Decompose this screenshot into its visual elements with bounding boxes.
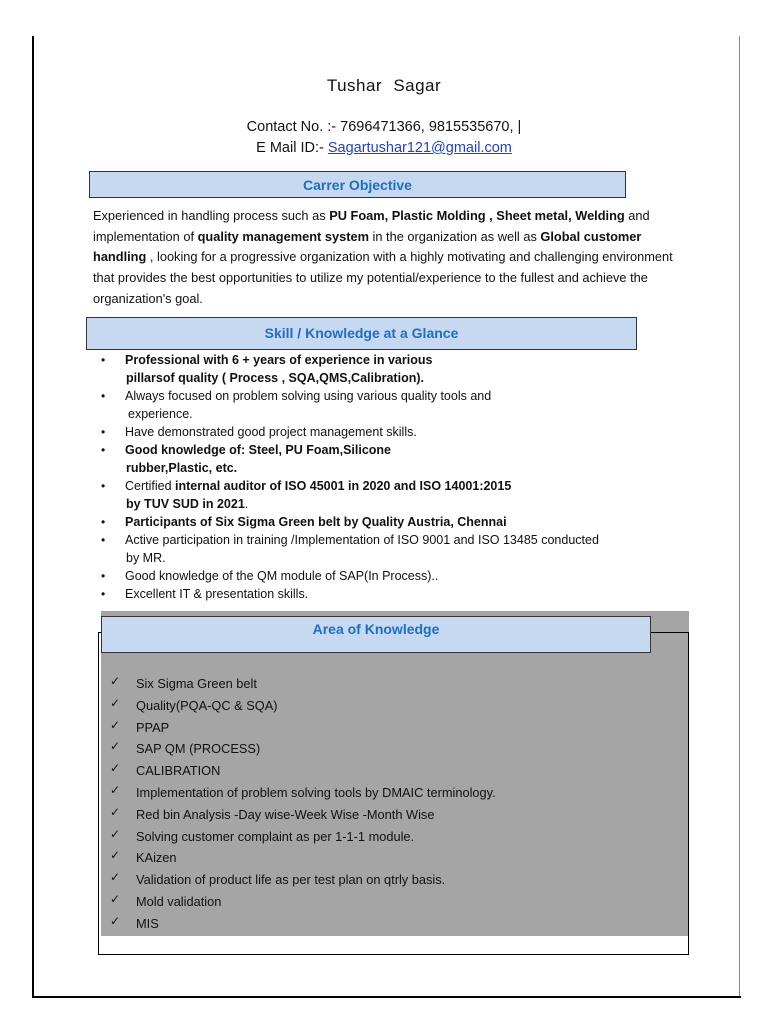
email-label: E Mail ID:-: [256, 140, 328, 156]
page-border-left: [32, 36, 34, 998]
page-border-bottom: [32, 996, 741, 998]
area-item-label: SAP QM (PROCESS): [136, 741, 261, 757]
checkmark-icon: ✓: [110, 717, 121, 732]
skill-line: [125, 405, 684, 423]
objective-segment: PU Foam, Plastic Molding , Sheet metal, Welding: [329, 208, 625, 223]
skill-line: [125, 549, 684, 567]
skill-line: [125, 531, 684, 549]
checkmark-icon: ✓: [110, 848, 121, 863]
skill-item: [104, 567, 684, 585]
area-item: [110, 717, 496, 739]
objective-segment: Global customer handling: [93, 228, 642, 265]
skill-line: [125, 351, 684, 369]
checkmark-icon: ✓: [110, 891, 121, 906]
checkmark-icon: ✓: [110, 870, 121, 885]
objective-segment: Experienced in handling process such as: [93, 208, 330, 223]
checkmark-icon: ✓: [110, 674, 121, 688]
area-item: [110, 913, 496, 935]
objective-segment: and implementation of: [93, 208, 650, 244]
skill-item: [104, 531, 684, 567]
skill-item: [104, 477, 684, 513]
objective-segment: quality management system: [197, 228, 369, 244]
skill-line: [125, 387, 684, 405]
skill-text: Participants of Six Sigma Green belt by Quality Austria, Chennai: [125, 515, 507, 529]
skill-line: [125, 441, 684, 459]
area-item: [110, 695, 496, 717]
skill-item: [104, 423, 684, 441]
area-item-label: CALIBRATION: [136, 763, 221, 779]
checkmark-icon: ✓: [110, 782, 121, 797]
area-item: [110, 869, 496, 891]
skills-header: Skill / Knowledge at a Glance: [86, 317, 637, 350]
checkmark-icon: ✓: [110, 913, 121, 928]
skill-text: internal auditor of ISO 45001 in 2020 and ISO 14001:2015: [175, 479, 512, 493]
area-item: [110, 826, 496, 848]
checkmark-icon: ✓: [110, 739, 121, 754]
candidate-name: Tushar Sagar: [326, 76, 442, 95]
objective-segment: in the organization as well as: [368, 228, 541, 244]
skill-text: by TUV SUD in 2021: [126, 497, 245, 511]
area-list: [110, 673, 496, 935]
skill-line: [125, 495, 684, 513]
area-item-label: Red bin Analysis -Day wise-Week Wise -Month Wise: [136, 806, 435, 822]
area-item-label: Validation of product life as per test plan on qtrly basis.: [136, 872, 446, 888]
skill-text: .: [244, 497, 249, 511]
skill-item: [104, 585, 684, 603]
skill-line: [125, 459, 684, 477]
checkmark-icon: ✓: [110, 826, 121, 841]
area-header: Area of Knowledge: [101, 616, 651, 653]
contact-phone: Contact No. :- 7696471366, 9815535670, |: [246, 119, 522, 135]
checkmark-icon: ✓: [110, 804, 121, 819]
area-item-label: PPAP: [136, 719, 170, 735]
skill-text: Active participation in training /Implementation of ISO 9001 and ISO 13485 conducted: [125, 533, 599, 547]
skill-text: experience.: [128, 407, 193, 421]
area-item: [110, 804, 496, 826]
skill-item: [104, 441, 684, 477]
skill-line: [125, 477, 684, 495]
skill-line: [125, 423, 684, 441]
skill-text: Have demonstrated good project management skills.: [125, 425, 417, 439]
skill-text: Good knowledge of the QM module of SAP(In Process)..: [125, 569, 439, 583]
area-item-label: MIS: [136, 915, 159, 931]
area-item-label: KAizen: [136, 850, 177, 866]
skill-item: [104, 351, 684, 387]
checkmark-icon: ✓: [110, 761, 121, 776]
skill-item: [104, 387, 684, 423]
skill-text: Professional with 6 + years of experience in various: [125, 353, 433, 367]
page-border-right: [739, 36, 740, 998]
area-item: [110, 673, 496, 695]
contact-email-line: [0, 140, 768, 156]
skill-line: [125, 567, 684, 585]
area-item: [110, 738, 496, 760]
skill-text: Certified: [125, 479, 176, 493]
skills-list: [104, 351, 684, 603]
email-link[interactable]: Sagartushar121@gmail.com: [327, 140, 512, 156]
objective-header: Carrer Objective: [89, 171, 626, 198]
checkmark-icon: ✓: [110, 695, 121, 710]
skill-text: by MR.: [126, 551, 166, 565]
skill-line: [125, 369, 684, 387]
area-item-label: Mold validation: [136, 893, 222, 909]
skill-line: [125, 513, 684, 531]
skill-text: pillarsof quality ( Process , SQA,QMS,Calibration).: [126, 371, 424, 385]
area-item-label: Six Sigma Green belt: [136, 676, 257, 691]
skill-text: Good knowledge of: Steel, PU Foam,Silicone: [125, 443, 392, 457]
area-item-label: Solving customer complaint as per 1-1-1 module.: [136, 828, 415, 844]
skill-text: Always focused on problem solving using various quality tools and: [125, 389, 492, 403]
skill-item: [104, 513, 684, 531]
objective-segment: , looking for a progressive organization with a highly motivating and challenging environment that provides the best opportunities to utilize my potential/experience to the fullest and achieve the organization's goal.: [93, 249, 673, 306]
skill-text: Excellent IT & presentation skills.: [125, 587, 309, 601]
area-item: [110, 891, 496, 913]
area-item: [110, 782, 496, 804]
area-item: [110, 760, 496, 782]
skill-text: rubber,Plastic, etc.: [126, 461, 238, 475]
objective-text: [93, 206, 673, 310]
area-item: [110, 847, 496, 869]
skill-line: [125, 585, 684, 603]
area-item-label: Quality(PQA-QC & SQA): [136, 697, 278, 713]
area-item-label: Implementation of problem solving tools by DMAIC terminology.: [136, 784, 496, 800]
